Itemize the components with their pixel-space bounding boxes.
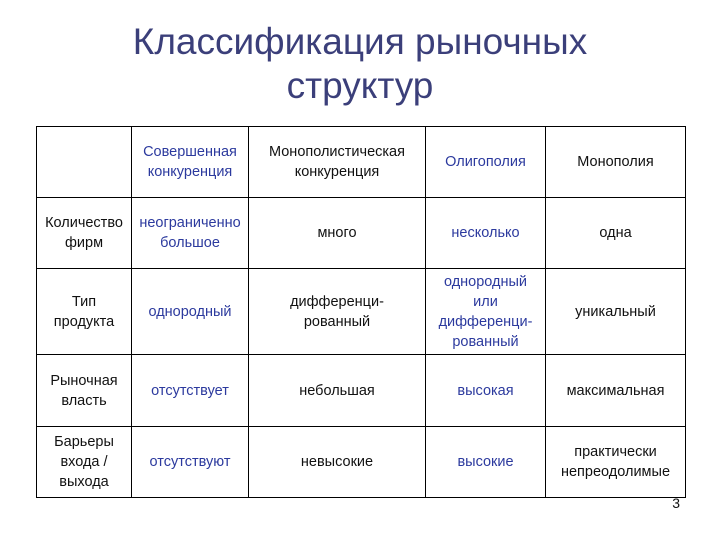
title-line-2: структур (286, 65, 434, 106)
row-label-text: Рыночная (50, 372, 118, 389)
page-number: 3 (672, 495, 680, 511)
row-label (37, 269, 132, 355)
row-label-text: выхода (59, 474, 109, 490)
table-cell (546, 427, 686, 498)
header-oligopoly: Олигополия (426, 127, 546, 198)
table-cell: отсутствует (132, 355, 249, 427)
page-title (0, 20, 720, 108)
table-row (37, 269, 686, 355)
row-label (37, 355, 132, 427)
table-row (37, 198, 686, 269)
row-label-text: продукта (53, 313, 115, 330)
row-label-text: фирм (64, 235, 104, 251)
header-text: Монополистическая (269, 144, 405, 160)
row-label-text: входа / (60, 454, 108, 470)
title-line-1: Классификация рыночных (132, 21, 588, 62)
row-label-text: власть (61, 392, 107, 409)
header-monopolistic-competition (249, 127, 426, 198)
header-perfect-competition (132, 127, 249, 198)
header-text: Совершенная (143, 144, 237, 160)
table-cell: несколько (426, 198, 546, 269)
cell-text: рованный (303, 313, 371, 330)
row-label (37, 198, 132, 269)
table-cell: максимальная (546, 355, 686, 427)
cell-text: неограниченно (139, 215, 241, 231)
header-empty-cell (37, 127, 132, 198)
row-label-text: Тип (71, 293, 97, 310)
table-cell: небольшая (249, 355, 426, 427)
cell-text: дифференци- (438, 313, 533, 330)
cell-text: или (473, 293, 498, 310)
header-text: конкуренция (294, 164, 380, 180)
table-cell: отсутствуют (132, 427, 249, 498)
cell-text: практически (574, 444, 657, 460)
cell-text: рованный (452, 333, 519, 350)
classification-table (36, 126, 686, 498)
header-monopoly: Монополия (546, 127, 686, 198)
table-cell (132, 198, 249, 269)
table-cell: высокая (426, 355, 546, 427)
cell-text: однородный (443, 273, 528, 290)
cell-text: большое (160, 235, 220, 251)
table-row (37, 355, 686, 427)
table-cell: много (249, 198, 426, 269)
table-row (37, 427, 686, 498)
table-cell: одна (546, 198, 686, 269)
table-cell (249, 269, 426, 355)
cell-text: непреодолимые (560, 464, 671, 480)
table-cell: уникальный (546, 269, 686, 355)
table-cell: однородный (132, 269, 249, 355)
row-label-text: Количество (45, 215, 123, 231)
header-text: конкуренция (147, 164, 233, 180)
table-header-row (37, 127, 686, 198)
row-label-text: Барьеры (54, 434, 114, 450)
cell-text: дифференци- (290, 293, 384, 310)
table-cell: невысокие (249, 427, 426, 498)
row-label (37, 427, 132, 498)
table-cell: высокие (426, 427, 546, 498)
table-cell (426, 269, 546, 355)
